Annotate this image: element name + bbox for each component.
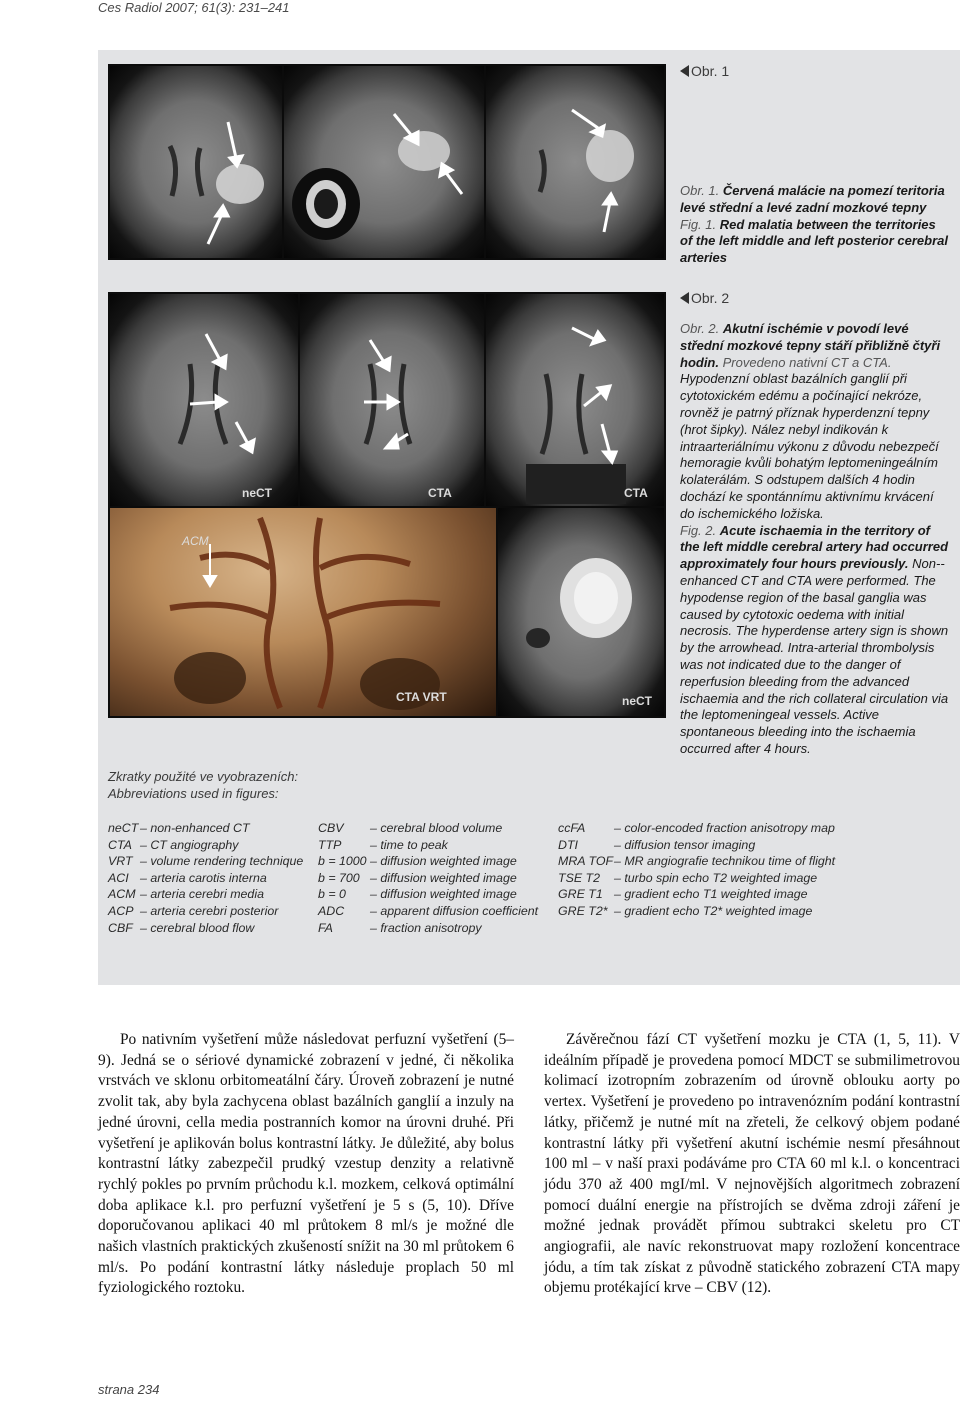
fig1-caption-en: Red malatia between the territories of the left middle and left posterior cerebral arteries [680, 216, 948, 266]
abbr-title [108, 768, 298, 802]
abbr-row [108, 870, 308, 887]
abbr-column-3 [558, 820, 858, 920]
fig2-label-cta-vrt: CTA VRT [396, 690, 447, 704]
abbr-dash: – [140, 870, 151, 885]
abbr-dash: – [614, 870, 625, 885]
abbr-dash: – [614, 837, 625, 852]
fig2-ct-cta-1 [300, 294, 484, 506]
fig1-ct-slice-1 [110, 66, 282, 258]
fig2-ct-nect [110, 294, 298, 506]
abbr-title-cz: Zkratky použité ve vyobrazeních: [108, 769, 299, 784]
abbr-dash: – [140, 837, 151, 852]
abbr-definition: arteria cerebri posterior [150, 903, 279, 918]
fig2-caption-en-body: Non--enhanced CT and CTA were performed. The hypodense region of the basal ganglia was caused by cytotoxic oedema with initial necrosis. The hyperdense artery sign is shown by the arrowhead. Intra-arterial thrombolysis was not indicated due to the danger of reperfusion bleeding from the advanced ischaemia and the rich collateral circulation via the leptomeningeal vessels. Active spontaneous bleeding into the ischaemia occurred after 4 hours. [680, 556, 949, 756]
abbr-key: ACM [108, 887, 136, 902]
abbr-dash: – [370, 854, 381, 869]
abbr-column-1 [108, 820, 308, 936]
abbr-definition: turbo spin echo T2 weighted image [624, 870, 818, 885]
abbr-key: ccFA [558, 821, 586, 835]
abbr-row [318, 886, 550, 903]
fig2-caption-cz-prefix: Obr. 2. [680, 321, 720, 336]
fig2-label-cta-1: CTA [428, 486, 452, 500]
abbr-dash: – [614, 854, 625, 869]
abbr-row [558, 903, 858, 920]
abbr-row [558, 870, 858, 887]
fig1-ct-slice-3 [486, 66, 664, 258]
abbr-dash: – [370, 903, 381, 918]
abbr-definition: diffusion weighted image [380, 870, 517, 885]
abbr-dash: – [140, 821, 151, 835]
abbr-dash: – [370, 887, 381, 902]
fig2-caption-en-prefix: Fig. 2. [680, 522, 717, 538]
fig2-caption-en-title: Acute ischaemia in the territory of the left middle cerebral artery had occurred approximately four hours previously. [680, 522, 949, 572]
fig2-label-nect-2: neCT [622, 694, 652, 708]
abbr-definition: gradient echo T1 weighted image [624, 887, 808, 902]
fig2-caption-cz-body: Hypodenzní oblast bazálních ganglií při cytotoxickém edému a počínající nekróze, rovněž je patrný příznak hyperdenzní tepny (hrot šipky). Nález nebyl indikován k intraarteriálnímu výkonu z důvodu nebezpečí hemoragie kvůli bohatým leptomeningeálním kolaterálám. S odstupem dalších 4 hodin dochází ke spontánnímu aktivnímu krvácení do ischemického ložiska. [680, 371, 939, 521]
abbr-definition: non-enhanced CT [150, 821, 250, 835]
abbr-key: ACI [108, 870, 129, 885]
abbr-key: TTP [318, 837, 342, 852]
body-paragraph-left: Po nativním vyšetření může následovat perfuzní vyšetření (5–9). Jedná se o sériové dynamické zobrazení v jedné, či několika vrstvách ve sklonu orbitomeatální čáry. Úroveň zobrazení je nutné zvolit tak, aby byla zachycena oblast bazálních ganglií a inzuly na jedné úrovni, cella media postranních komor na úrovni druhé. Při vyšetření je aplikován bolus kontrastní látky. Je důležité, aby bolus kontrastní látky zabezpečil prudký vzestup denzity a relativně rychlý pokles po prvním průchodu k.l. mozkem, celková optimální doba aplikace k.l. pro perfuzní vyšetření je 5 s (5, 10). Dříve doporučovanou aplikaci 40 ml průtokem 8 ml/s je možné dle našich vlastních praktických zkušeností snížit na 30 ml průtokem 6 ml/s. Po podání kontrastní látky následuje proplach 50 ml fyziologického roztoku. [98, 1031, 514, 1297]
fig2-label-acm: ACM [182, 534, 209, 548]
fig2-ct-nect-hemorrhage [498, 508, 664, 716]
abbr-key: FA [318, 920, 333, 935]
abbr-title-en: Abbreviations used in figures: [108, 786, 279, 801]
fig2-tag [680, 290, 729, 306]
abbr-definition: arteria carotis interna [150, 870, 267, 885]
fig2-caption [680, 321, 950, 758]
abbr-definition: diffusion tensor imaging [624, 837, 756, 852]
fig2-caption-cz-gray: Provedeno nativní CT a CTA. [722, 354, 892, 370]
abbr-definition: diffusion weighted image [380, 887, 517, 902]
abbr-key: ACP [108, 903, 134, 918]
body-column-right [544, 1030, 960, 1299]
fig1-caption-cz-prefix: Obr. 1. [680, 183, 720, 198]
abbr-definition: color-encoded fraction anisotropy map [624, 821, 835, 835]
running-head: Ces Radiol 2007; 61(3): 231–241 [98, 0, 290, 15]
triangle-left-icon [680, 292, 689, 304]
abbr-key: TSE T2 [558, 870, 600, 885]
abbr-definition: volume rendering technique [150, 854, 304, 869]
fig1-caption-cz: Červená malácie na pomezí teritoria levé střední a levé zadní mozkové tepny [680, 183, 945, 215]
abbr-key: b = 700 [318, 870, 360, 885]
abbr-row [318, 853, 550, 870]
abbr-dash: – [614, 903, 625, 918]
fig2-caption-cz-title: Akutní ischémie v povodí levé střední mozkové tepny stáří přibližně čtyři hodin. [680, 321, 941, 370]
fig1-tag-text: Obr. 1 [691, 63, 730, 79]
abbr-dash: – [140, 903, 151, 918]
fig2-image [108, 292, 666, 718]
abbr-key: DTI [558, 837, 578, 852]
abbr-definition: apparent diffusion coefficient [380, 903, 539, 918]
abbr-key: b = 1000 [318, 854, 367, 869]
abbr-row [108, 903, 308, 920]
abbr-dash: – [370, 821, 381, 835]
arrow-icon [204, 544, 216, 586]
abbr-row [318, 870, 550, 887]
abbr-key: b = 0 [318, 887, 346, 902]
abbr-definition: fraction anisotropy [380, 920, 482, 935]
fig1-tag [680, 63, 729, 79]
fig2-label-nect-1: neCT [242, 486, 272, 500]
abbr-key: CBV [318, 821, 344, 835]
abbr-row [108, 820, 308, 837]
abbr-key: VRT [108, 854, 133, 869]
abbr-definition: time to peak [380, 837, 448, 852]
abbr-key: ADC [318, 903, 345, 918]
abbr-dash: – [370, 870, 381, 885]
abbr-dash: – [140, 854, 151, 869]
abbr-row [558, 820, 858, 837]
abbr-row [558, 886, 858, 903]
abbr-definition: CT angiography [150, 837, 239, 852]
abbr-definition: MR angiografie technikou time of flight [624, 854, 836, 869]
body-column-left [98, 1030, 514, 1299]
triangle-left-icon [680, 65, 689, 77]
abbr-column-2 [318, 820, 550, 936]
fig1-image [108, 64, 666, 260]
abbr-key: neCT [108, 821, 139, 835]
abbr-row [318, 903, 550, 920]
page-number: strana 234 [98, 1382, 160, 1397]
fig2-label-cta-2: CTA [624, 486, 648, 500]
abbr-key: GRE T1 [558, 887, 603, 902]
abbr-dash: – [140, 920, 151, 935]
abbr-dash: – [370, 837, 381, 852]
abbr-key: MRA TOF [558, 854, 614, 869]
abbr-dash: – [370, 920, 381, 935]
abbr-dash: – [614, 821, 625, 835]
abbr-definition: gradient echo T2* weighted image [624, 903, 813, 918]
abbr-row [318, 920, 550, 937]
fig1-caption-en-prefix: Fig. 1. [680, 216, 717, 232]
abbr-row [108, 886, 308, 903]
abbr-row [318, 820, 550, 837]
body-paragraph-right: Závěrečnou fází CT vyšetření mozku je CTA (1, 5, 11). V ideálním případě je provedena pomocí MDCT se submilimetrovou kolimací izotropním zobrazením od úrovně oblouku aorty po vertex. Vyšetření je provedeno po intravenózním podání kontrastní látky, přičemž je nutné mít na zřeteli, že celkový objem podané kontrastní látky při vyšetření akutní ischémie nesmí přesáhnout 100 ml – v naší praxi podáváme pro CTA 60 ml k.l. o koncentraci jódu 370 až 400 mgI/ml. V nejnovějších algoritmech zobrazení pomocí duální energie na přístrojích se dvěma zdroji záření je možné jednak provádět přímou subtrakci skeletu pro CT angiografii, ale navíc rekonstruovat mapy rozložení koncentrace jódu, a tím tak získat z původně statického zobrazení CTA mapy objemu protékající krve – CBV (12). [544, 1031, 960, 1297]
abbr-row [108, 837, 308, 854]
abbr-row [558, 837, 858, 854]
abbr-row [318, 837, 550, 854]
fig1-caption [680, 183, 950, 267]
abbr-row [108, 853, 308, 870]
abbr-definition: cerebral blood volume [380, 821, 503, 835]
abbr-dash: – [140, 887, 151, 902]
abbr-key: CTA [108, 837, 132, 852]
abbr-definition: arteria cerebri media [150, 887, 264, 902]
abbr-definition: diffusion weighted image [380, 854, 517, 869]
abbr-row [108, 920, 308, 937]
abbr-key: GRE T2* [558, 903, 608, 918]
abbr-key: CBF [108, 920, 133, 935]
abbr-definition: cerebral blood flow [150, 920, 255, 935]
abbr-row [558, 853, 858, 870]
fig2-ct-cta-2 [486, 294, 664, 506]
fig2-vrt-image [110, 508, 496, 716]
abbr-dash: – [614, 887, 625, 902]
fig2-tag-text: Obr. 2 [691, 290, 730, 306]
fig1-ct-slice-2 [284, 66, 484, 258]
